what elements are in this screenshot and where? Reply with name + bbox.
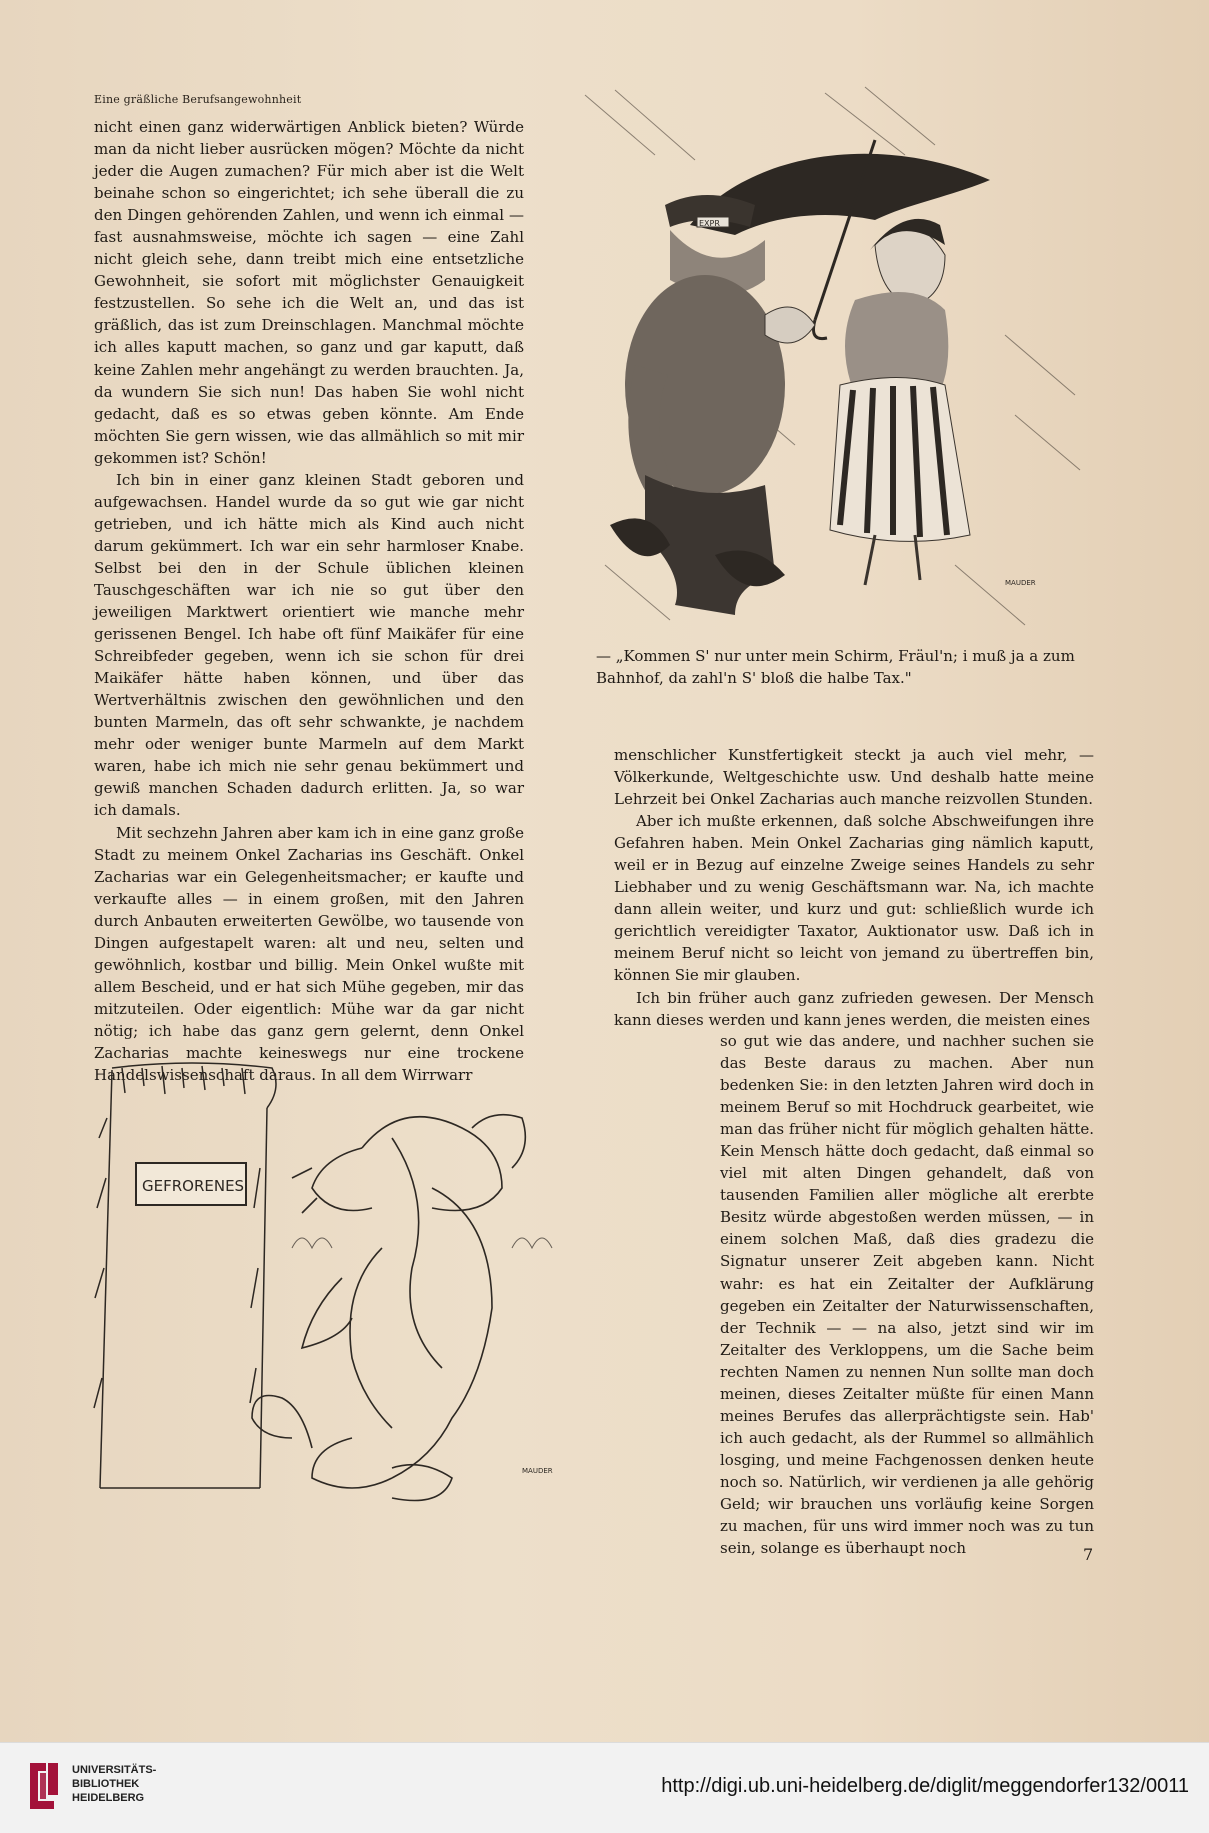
source-url-link[interactable]: http://digi.ub.uni-heidelberg.de/diglit/meggendorfer132/0011 [661, 1775, 1189, 1797]
right-column-narrow [720, 1030, 1094, 1559]
illustration-gefrorenes [92, 1048, 612, 1533]
artist-signature: MAUDER [1005, 579, 1036, 587]
institution-name[interactable] [72, 1763, 156, 1805]
institution-line: BIBLIOTHEK [72, 1778, 140, 1790]
gefrorenes-sign: GEFRORENES [142, 1177, 245, 1195]
paragraph: menschlicher Kunstfertigkeit steckt ja auch viel mehr, — Völkerkunde, Weltgeschichte usw. Und deshalb hatte meine Lehrzeit bei Onkel Zacharias auch manche reizvollen Stunden. [614, 746, 1094, 809]
page-number: 7 [1083, 1545, 1094, 1564]
institution-line: UNIVERSITÄTS- [72, 1764, 157, 1776]
right-column-top [614, 744, 1094, 1031]
university-logo-icon[interactable] [24, 1759, 64, 1813]
left-column [94, 116, 524, 1086]
paragraph: Ich bin früher auch ganz zufrieden gewesen. Der Mensch kann dieses werden und kann jenes werden, die meisten eines [614, 988, 1094, 1029]
paragraph: Aber ich mußte erkennen, daß solche Abschweifungen ihre Gefahren haben. Mein Onkel Zacharias ging nämlich kaputt, weil er in Bezug auf einzelne Zweige seines Handels zu sehr Liebhaber und zu wenig Geschäftsmann war. Na, ich machte dann allein weiter, und kurz und gut: schließlich wurde ich gerichtlich vereidigter Taxator, Auktionator usw. Daß ich in meinem Beruf nicht so leicht von jemand zu übertreffen bin, können Sie mir glauben. [614, 812, 1094, 985]
artist-signature: MAUDER [522, 1467, 553, 1475]
footer-bar [0, 1742, 1209, 1833]
paragraph: nicht einen ganz widerwärtigen Anblick bieten? Würde man da nicht lieber ausrücken mögen? Möchte da nicht jeder die Augen zumachen? Für mich aber ist die Welt beinahe schon so eingerichtet; ich sehe überall die zu den Dingen gehörenden Zahlen, und wenn ich einmal — fast ausnahmsweise, möchte ich sagen — eine Zahl nicht gleich sehe, dann treibt mich eine entsetzliche Gewohnheit, sie sofort mit möglichster Genauigkeit festzustellen. So sehe ich die Welt an, und das ist gräßlich, das ist zum Dreinschlagen. Manchmal möchte ich alles kaputt machen, so ganz und gar kaputt, daß keine Zahlen mehr angehängt zu werden brauchten. Ja, da wundern Sie sich nun! Das haben Sie wohl nicht gedacht, daß es so etwas geben könnte. Am Ende möchten Sie gern wissen, wie das allmählich so mit mir gekommen ist? Schön! [94, 118, 524, 467]
running-head: Eine gräßliche Berufsangewohnheit [94, 93, 302, 106]
paragraph: so gut wie das andere, und nachher suchen sie das Beste daraus zu machen. Aber nun bedenken Sie: in den letzten Jahren wird doch in meinem Beruf so mit Hochdruck gearbeitet, wie man das früher nicht für möglich gehalten hätte. Kein Mensch hätte doch gedacht, daß einmal so viel mit alten Dingen gehandelt, daß von tausenden Familien aller mögliche alt ererbte Besitz würde abgestoßen werden müssen, — in einem solchen Maß, daß dies gradezu die Signatur unserer Zeit abgeben kann. Nicht wahr: es hat ein Zeitalter der Aufklärung gegeben ein Zeitalter der Naturwissenschaften, der Technik — — na also, jetzt sind wir im Zeitalter des Verkloppens, um die Sache beim rechten Namen zu nennen Nun sollte man doch meinen, dieses Zeitalter müßte für einen Mann meines Berufes das allerprächtigste sein. Hab' ich auch gedacht, als der Rummel so allmählich losging, und meine Fachgenossen denken heute noch so. Natürlich, wir verdienen ja alle gehörig Geld; wir brauchen uns vorläufig keine Sorgen zu machen, für uns wird immer noch was zu tun sein, solange es überhaupt noch [720, 1032, 1094, 1558]
institution-line: HEIDELBERG [72, 1792, 145, 1804]
paragraph: Ich bin in einer ganz kleinen Stadt geboren und aufgewachsen. Handel wurde da so gut wie gar nicht getrieben, und ich hätte mich als Kind auch nicht darum gekümmert. Ich war ein sehr harmloser Knabe. Selbst bei den in der Schule üblichen kleinen Tauschgeschäften war ich nie so gut über den jeweiligen Marktwert orientiert wie manche mehr gerissenen Bengel. Ich habe oft fünf Maikäfer für eine Schreibfeder gegeben, wenn ich sie schon für drei Maikäfer hätte haben können, und über das Wertverhältnis zwischen den gewöhnlichen und den bunten Marmeln, das oft sehr schwankte, je nachdem mehr oder weniger bunte Marmeln auf dem Markt waren, habe ich mich nie sehr genau bekümmert und gewiß manchen Schaden dadurch erlitten. Ja, so war ich damals. [94, 470, 524, 820]
illustration-umbrella [575, 85, 1085, 645]
paragraph: Mit sechzehn Jahren aber kam ich in eine ganz große Stadt zu meinem Onkel Zacharias ins Geschäft. Onkel Zacharias war ein Gelegenheitsmacher; er kaufte und verkaufte alles — in einem großen, mit den Jahren durch Anbauten erweiterten Gewölbe, wo tausende von Dingen aufgestapelt waren: alt und neu, selten und gewöhnlich, kostbar und billig. Mein Onkel wußte mit allem Bescheid, und er hat sich Mühe gegeben, mir das mitzuteilen. Oder eigentlich: Mühe war da gar nicht nötig; ich habe das ganz gern gelernt, denn Onkel Zacharias machte keineswegs nur eine trockene Handelswissenschaft daraus. In all dem Wirrwarr [94, 823, 524, 1085]
illustration-caption: — „Kommen S' nur unter mein Schirm, Fräul'n; i muß ja a zum Bahnhof, da zahl'n S' bloß die halbe Tax." [596, 647, 1075, 687]
cap-label: EXPR [699, 219, 720, 228]
